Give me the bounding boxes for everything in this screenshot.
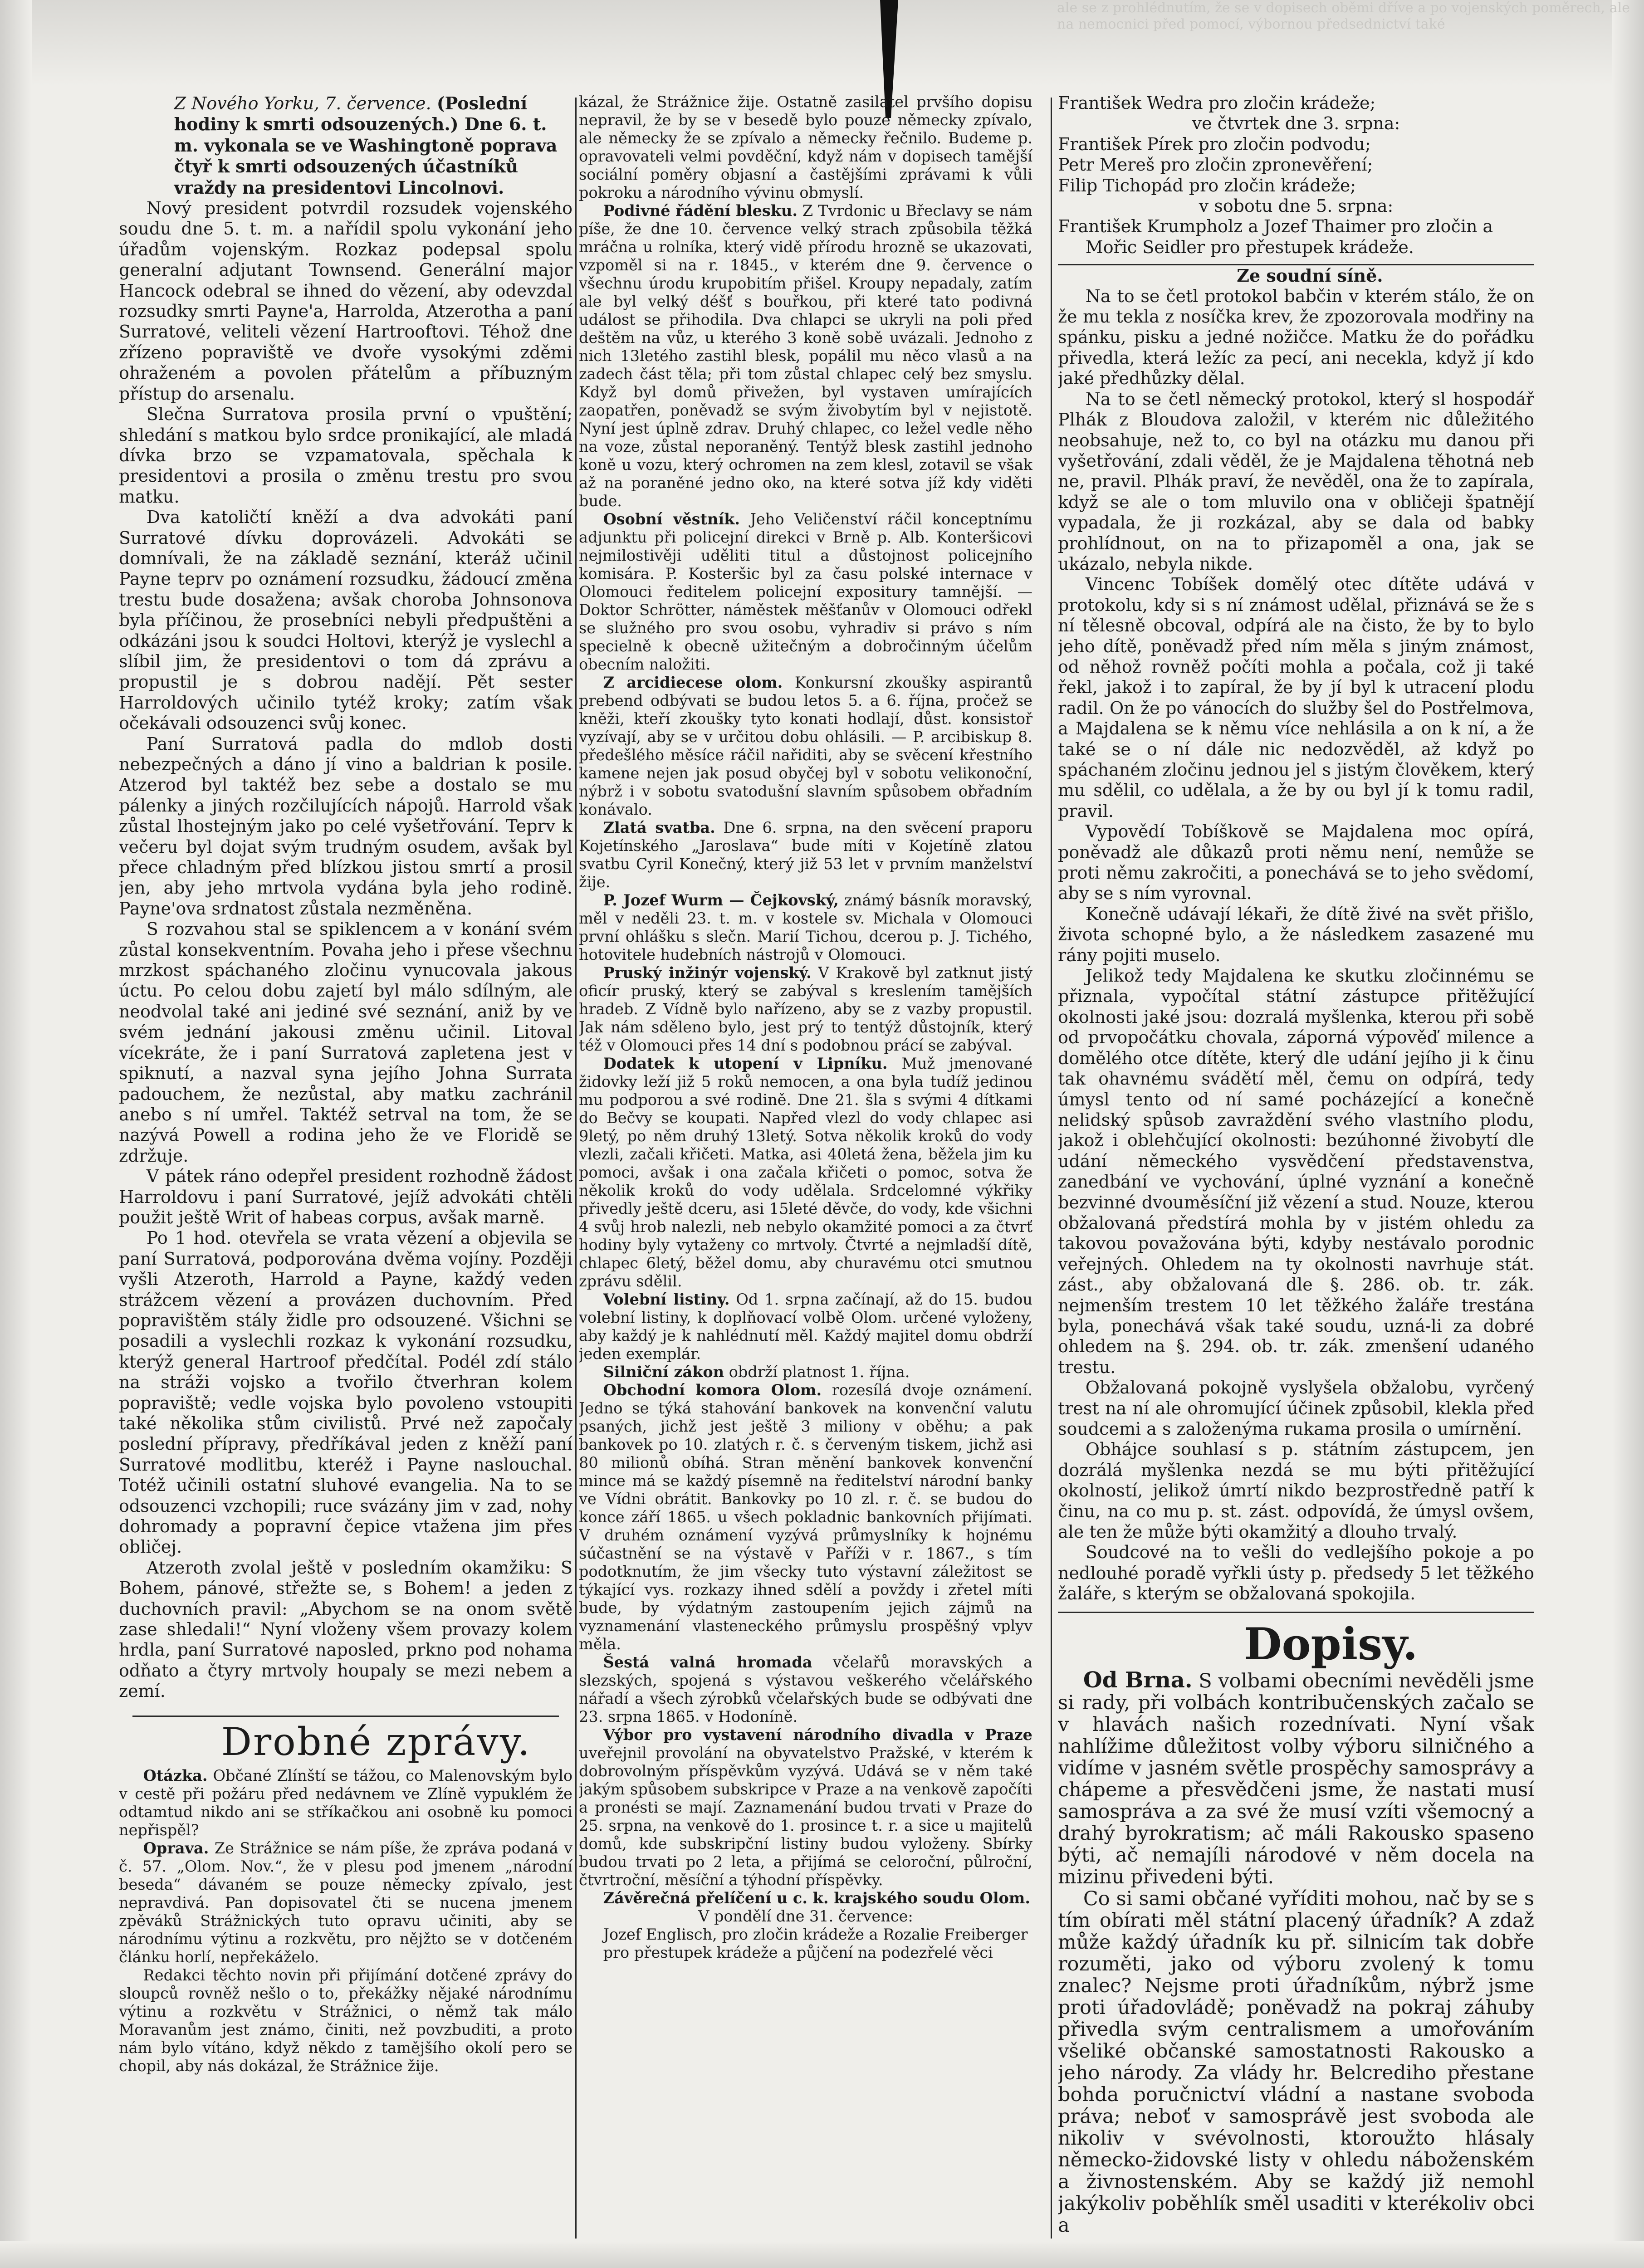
item-sesta-valna-hromada: Šestá valná hromada včelařů moravských a slezských, spojená s výstavou veškerého včelářského nářadí a všech zýrobků včelařských bude se odbývati dne 23. srpna 1865. v Hodoníně. — [579, 1653, 1032, 1725]
item-vybor-divadla: Výbor pro vystavení národního divadla v Praze uveřejnil provolání na obyvatelstvo Pražské, v kterém k dobrovolným příspěvkům vyzývá. Udává se v něm také jakým spůsobem subskripce v Praze a na venkově započíti a pronésti se mají. Zaznamenání budou trvati v Praze do 25. srpna, na venkově do 1. prosince t. r. a sice u majitelů domů, kde subskripční listiny budou vyloženy. Sbírky budou trvati po 2 leta, a přijímá se celoroční, půlroční, čtvrtroční, měsíční a týhodní příspěvky. — [579, 1726, 1032, 1889]
paragraph: Co si sami občané vyříditi mohou, nač by se s tím obírati měl státní placený úřadník? A zdaž může každý úřadník ku př. silnicím tak dobře rozuměti, jako od výboru zvolený k tomu znalec? Nejsme proti úřadníkům, nýbrž jsme proti úřadovládě; poněvadž na pokraj záhuby přivedla svým centralismem a umořováním všeliké občanské samostatnosti Rakousko a jeho národy. Za vlády hr. Belcrediho přestane bohda poručnictví vládní a nastane svoboda práva; neboť v samosprávě jest svoboda ale nikoliv v svévolnosti, ktoroužto hlásaly německo-židovské listy v ohledu náboženském a živnostenském. Aby se každý již nemohl jakýkoliv poběhlík směl usaditi v kterékoliv obci a — [1058, 1887, 1534, 2237]
paragraph: V pátek ráno odepřel president rozhodně žádost Harroldovu i paní Surratové, jejíž advokáti chtěli použit ještě Writ of habeas corpus, avšak marně. — [119, 1166, 572, 1227]
paragraph: Vypovědí Tobíškově se Majdalena moc opírá, poněvadž ale důkazů proti němu není, nemůže se proti němu zakročiti, a ponechává se to jeho svědomí, aby se s ním vyrovnal. — [1058, 821, 1534, 904]
paragraph: Dva katoličtí kněží a dva advokáti paní Surratové dívku doprovázeli. Advokáti se domnívali, že na základě seznání, kteráž učinil Payne teprv po oznámení rozsudku, žádoucí změna trestu bude dosažena; avšak choroba Johnsonova byla příčinou, že prosebníci nebyli předpuštěni a odkázáni jsou k soudci Holtovi, kterýž je vyslechl a slíbil jim, že presidentovi o tom dá zprávu a propustil je s dobrou nadějí. Pět sester Harroldových učinilo tytéž kroky; zatím však očekávali odsouzenci svůj konec. — [119, 507, 572, 733]
paragraph: Na to se četl protokol babčin v kterém stálo, že on že mu tekla z nosíčka krev, že zpozorovala modřiny na spánku, pisku a jedné nožičce. Matku že do pořádku přivedla, která ležíc za pecí, ani necekla, když jí kdo jaké předhůzky dělal. — [1058, 286, 1534, 389]
column-rule-1 — [575, 98, 577, 2239]
item-prusky-inzinyr: Pruský inžinýr vojenský. V Krakově byl zatknut jistý oficír pruský, který se zabýval s kreslením tamějších hradeb. Z Vídně bylo nařízeno, aby se z vazby propustil. Jak nám sděleno bylo, jest prý to tentýž důstojník, který též v Olomouci přes 14 dní s podobnou prácí se zabýval. — [579, 964, 1032, 1054]
item-wurm: P. Jozef Wurm — Čejkovský, známý básník moravský, měl v neděli 23. t. m. v kostele sv. Michala v Olomouci první ohlášku s slečn. Marií Tichou, dcerou p. J. Tichého, hotovitele hudebních nástrojů v Olomouci. — [579, 891, 1032, 963]
court-listing-line: František Wedra pro zločin krádeže; — [1058, 93, 1376, 113]
section-rule — [1058, 1612, 1534, 1613]
dateline: Z Nového Yorku, 7. července. — [174, 93, 431, 113]
page-right-edge — [1612, 0, 1644, 2268]
court-listing-line: František Pírek pro zločin podvodu; — [1058, 134, 1371, 154]
bleed-through-text: ale se z prohlédnutím, že se v dopisech oběmi dříve a po vojenských poměrech, ale na nemocnici před pomocí, výbornou předsednictví také — [1057, 0, 1630, 32]
item-redakce: Redakci těchto novin při přijímání dotčené zprávy do sloupců rovněž nešlo o to, překážky nějaké národnímu výtinu a rozkvětu v Strážnici, o němž tak málo Moravanům jest známo, činiti, než povzbuditi, a proto nám bylo vítáno, když někdo z tamějšího okolí pero se chopil, aby nás dokázal, že Strážnice žije. — [119, 1966, 572, 2075]
paragraph: Jelikož tedy Majdalena ke skutku zločinnému se přiznala, vypočítal státní zástupce přitěžující okolnosti jaké jsou: dozralá myšlenka, kterou při sobě od prvopočátku chovala, záporná výpověď milence a domělého otce dítěte, který dle udání jejího ji k činu tak ohavnému svádětí měl, čemu on odpírá, tedy úmysl tento od ní samé pocházející a konečně nelidský spůsob zavraždění svého vlastního plodu, jakož i oblehčující okolnosti: bezúhonné živobytí dle udání německého vysvědčení představenstva, zanedbání ve vychování, úplné vyznání a konečně bezvinné dvouměsíční již vězení a stud. Nouze, kterou obžalovaná předstírá mohla by v jistém ohledu za takovou považována býti, kdyby nestávalo porodnic veřejných. Ohledem na ty okolnosti navrhuje stát. zást., aby obžalovaná dle §. 286. ob. tr. zák. nejmenším trestem 10 let těžkého žaláře trestána byla, ponechává však také soudu, uzná-li za dobré ohledem na §. 294. ob. tr. zák. zmenšení udaného trestu. — [1058, 966, 1534, 1377]
paragraph: Nový president potvrdil rozsudek vojenského soudu dne 5. t. m. a nařídil spolu vykonání jeho úřadům vojenským. Rozkaz podepsal spolu generalní adjutant Townsend. Generální major Hancock odebral se ihned do vězení, aby odevzdal rozsudky smrti Payne'a, Harrolda, Atzerotha a paní Surratové, veliteli vězení Hartrooftovi. Téhož dne zřízeno popraviště ve dvoře vysokými zděmi ohraženém a povolen přátelům a příbuzným přístup do arsenalu. — [119, 198, 572, 404]
dopisy-body — [1058, 1669, 1534, 2236]
drobne-zpravy-body — [119, 1767, 572, 2075]
paragraph: S rozvahou stal se spiklencem a v konání svém zůstal konsekventním. Povaha jeho i přese všechnu mrzkost spáchaného zločinu vynucovala jakous úctu. Po celou dobu zajetí byl málo sdílným, ale neodvolal také ani jediné své seznání, aniž by ve svém jednání jakousi změnu učinil. Litoval vícekráte, že i paní Surratová zapletena jest v spiknutí, a nazval syna jejího Johna Surrata padouchem, že nezůstal, aby matku zachránil anebo s ní umřel. Taktéž setrval na tom, že se nazývá Powell a rodina jeho že ve Floridě se zdržuje. — [119, 919, 572, 1166]
item-arcidiecese: Z arcidiecese olom. Konkursní zkoušky aspirantů prebend odbývati se budou letos 5. a 6. října, pročež se kněži, kteří zkoušky tyto konati hodlají, důst. konsistoř vyzívají, aby se v určitou dobu ohlásili. — P. arcibiskup 8. předešlého měsíce ráčil nařiditi, aby se svěcení křestního kamene nejen jak posud obyčej byl v sobotu velikonoční, nýbrž i v sobotu svatodušní slavním spůsobem obřadním konávalo. — [579, 674, 1032, 818]
court-listing-line: Petr Mereš pro zločin zpronevěření; — [1058, 155, 1373, 175]
column-1 — [119, 93, 572, 2245]
item-podivne-radeni-blesku: Podivné řádění blesku. Z Tvrdonic u Břeclavy se nám píše, že dne 10. července velký strach způsobila těžká mráčna u rolníka, který vidě přírodu hrozně se ukazovati, vzpoměl si na r. 1845., v kterém dne 9. července o všechnu úrodu krupobitím přišel. Kroupy nepadaly, zatím ale byl velký déšť s bouřkou, při které tato podivná událost se přihodila. Dva chlapci se ukryli na poli před deštěm na vůz, u kterého 3 koně sobě uvázali. Jednoho z nich 13letého zastihl blesk, popálil mu něco vlasů a na zadech část těla; při tom zůstal chlapec celý bez smyslu. Když byl domů přivežen, byl vystaven umírajících zaopatřen, poněvadž se svým živobytím byl v nejistotě. Nyní jest úplně zdrav. Druhý chlapec, co ležel vedle něho na voze, zůstal neporaněný. Tentýž blesk zastihl jednoho koně u vozu, který ochromen na zem klesl, zotavil se však až na poraněné jedno oko, na které sotva jíž kdy viděti bude. — [579, 202, 1032, 510]
paragraph: Na to se četl německý protokol, který sl hospodář Plhák z Bloudova založil, v kterém nic důležitého neobsahuje, než to, co byl na otázku mu danou při vyšetřování, zdali věděl, že je Majdalena těhotná neb ne, pravil. Plhák praví, že nevěděl, ona že to zapírala, když se ale o tom mluvilo ona v obličeji špatnějí vypadala, že ji rozkázal, aby se dala od babky prohlídnout, on na to přizapoměl a ona, jak se ukázalo, nebyla nikde. — [1058, 389, 1534, 574]
item-zaverecna-prelicen: Závěrečná přelíčení u c. k. krajského soudu Olom. — [603, 1889, 1030, 1907]
item-volebni-listiny: Volební listiny. Od 1. srpna začínají, až do 15. budou volební listiny, k doplňovací volbě Olom. určené vyloženy, aby každý je k nahlédnutí měl. Každý majitel domu obdrží jeden exemplár. — [579, 1290, 1032, 1363]
section-title-dopisy: Dopisy. — [1244, 1618, 1418, 1670]
item-osobni-vestnik: Osobní věstník. Jeho Veličenství ráčil konceptnímu adjunktu při policejní direkci v Brně p. Alb. Konteršicovi nejmilostivěji uděliti titul a důstojnost policejního komisára. P. Kosteršic byl za času polské internace v Olomouci ředitelem policejní expositury tamnější. — Doktor Schrötter, náměstek měšťanův v Olomouci odřekl se služného pro svou osobu, vyhradiv si právo s ním specielně k obecně užitečným a dobročinným účelům obecním naložiti. — [579, 510, 1032, 673]
item-obchodni-komora: Obchodní komora Olom. rozesílá dvoje oznámení. Jedno se týká stahování bankovek na konvenční valutu psaných, jichž jest ještě 3 miliony v oběhu; a pak bankovek po 10. zlatých r. č. s červeným tiskem, jichž asi 80 milionů obíhá. Stran měnění bankovek konvenční mince má se každý písemně na ředitelství národní banky ve Vídni obrátit. Bankovky po 10 zl. r. č. se budou do konce září 1865. u všech pokladnic bankovních přijímati. V druhém oznámení vyzývá průmyslníky k hojnému súčastnění se na výstavě v Paříži v r. 1867., s tím podotknutím, že jim všecky tuto výstavní záležitost se týkající vys. rozkazy ihned sdělí a povždy i zřetel míti bude, by výdatným zastoupením jejich zájmů na vyznamenání vlasteneckého průmyslu prospěšný vplyv měla. — [579, 1381, 1032, 1653]
court-date: v sobotu dne 5. srpna: — [1199, 196, 1394, 216]
paragraph: Atzeroth zvolal ještě v posledním okamžiku: S Bohem, pánové, střežte se, s Bohem! a jeden z duchovních pravil: „Abychom se na onom světě zase shledali!“ Nyní vloženy všem provazy kolem hrdla, paní Surratové naposled, prkno pod nohama odňato a čtyry mrtvoly houpaly se mezi nebem a zemí. — [119, 1557, 572, 1701]
court-date: V pondělí dne 31. července: — [698, 1907, 913, 1925]
paragraph: Vincenc Tobíšek domělý otec dítěte udává v protokolu, kdy si s ní známost udělal, přiznává se že s ní tělesně obcoval, odpírá ale na čisto, že by to bylo jeho dítě, poněvadž před ním měla s jiným známost, od něhož rovněž počíti mohla a počala, což ji také řekl, jakož i to zapíral, že by jí byl k utracení plodu radil. On že po vánocích do služby šel do Postřelmova, a Majdalena se k němu více nehlásila a on k ní, a že také se o ní dále nic nedozvěděl, až když po spáchaném zločinu jednou jel s jistým člověkem, který mu sdělil, co udělala, a že by ou byl jí k tomu radil, pravil. — [1058, 574, 1534, 821]
item-silnicni-zakon: Silniční zákon obdrží platnost 1. října. — [603, 1363, 910, 1381]
column-2 — [579, 93, 1032, 2245]
paragraph: Soudcové na to vešli do vedlejšího pokoje a po nedlouhé poradě vyřkli ústy p. předsedy 5 let těžkého žaláře, s kterým se obžalovaná spokojila. — [1058, 1542, 1534, 1604]
column-3 — [1058, 93, 1534, 2245]
court-date: ve čtvrtek dne 3. srpna: — [1192, 113, 1400, 134]
court-listing-line: František Krumpholz a Jozef Thaimer pro zločin a Mořic Seidler pro přestupek krádeže. — [1058, 216, 1493, 257]
paragraph: Po 1 hod. otevřela se vrata vězení a objevila se paní Surratová, podporována dvěma vojíny. Později vyšli Atzeroth, Harrold a Payne, každý veden strážcem vězení a provázen duchovním. Před popravištěm stály židle pro odsouzené. Všichni se posadili a vyslechli rozkaz k vykonání rozsudku, kterýž general Hartroof předčítal. Podél zdí stálo na stráži vojsko a tvořilo čtverhran kolem popraviště; vedle vojska bylo povoleno vstoupiti také několika stům civilistů. Prvé než započaly poslední přípravy, předříkával jeden z kněží paní Surratové modlitbu, kteréž i Payne naslouchal. Totéž učinili ostatní sluhové evangelia. Na to se odsouzenci vzchopili; ruce svázány jim v zad, nohy dohromady a popravní čepice vtažena jim přes obličej. — [119, 1228, 572, 1557]
paragraph: Paní Surratová padla do mdlob dosti nebezpečných a dáno jí vino a baldrian k posile. Atzerod byl taktéž bez sebe a dostalo se mu pálenky a jiných rozčilujících nápojů. Harrold však zůstal lhostejným jako po celé vyšetřování. Teprv k večeru byl dojat svým trudným osudem, avšak byl přece chladným před blízkou jistou smrtí a prosil jen, aby jeho mrtvola vydána byla jeho rodině. Payne'ova srdnatost zůstala nezměněna. — [119, 733, 572, 919]
item-oprava: Oprava. Ze Strážnice se nám píše, že zpráva podaná v č. 57. „Olom. Nov.“, že v plesu pod jmenem „národní beseda“ dávaném se pouze německy zpívalo, jest nepravdivá. Pan dopisovatel čti se nucena jmenem zpěváků Strážnických tuto opravu učiniti, aby se národnímu výtinu a rozkvětu, pro nějžto se v dotčeném článku horlí, nepřekáželo. — [119, 1839, 572, 1966]
court-listing-line: Filip Tichopád pro zločin krádeže; — [1058, 175, 1356, 196]
article-new-york: Z Nového Yorku, 7. července. (Poslední hodiny k smrti odsouzených.) Dne 6. t. m. vykonala se ve Washingtoně poprava čtyř k smrti odsouzených účastníků vraždy na presidentovi Lincolnovi. — [174, 93, 558, 198]
item-otazka: Otázka. Občané Zlínští se tážou, co Malenovským bylo v cestě při požáru před nedávnem ve Zlíně vypuklém že odtamtud nikdo ani se stříkačkou ani osobně ku pomoci nepřispěl? — [119, 1766, 572, 1839]
paragraph: Konečně udávají lékaři, že dítě živé na svět přišlo, života schopné bylo, a že následkem zasazené mu rány pojiti muselo. — [1058, 904, 1534, 965]
section-title-ze-soudni-sine: Ze soudní síně. — [1237, 265, 1383, 286]
page-left-edge — [0, 0, 32, 2268]
column-rule-2 — [1051, 98, 1052, 2239]
court-listing: Jozef Englisch, pro zločin krádeže a Rozalie Freiberger pro přestupek krádeže a půjčení na podezřelé věci — [603, 1926, 1028, 1961]
paragraph: Obžalovaná pokojně vyslyšela obžalobu, vyrčený trest na ní ale ohromující účinek způsobil, klekla před soudcemi a s založenýma rukama prosila o umírnění. — [1058, 1378, 1534, 1439]
paragraph-continued: kázal, že Strážnice žije. Ostatně zasilatel prvšího dopisu nepravil, že by se v besedě bylo pouze německy zpívalo, ale německy že se zpívalo a německy řečnilo. Budeme p. opravovateli velmi povděční, když nám v dopisech tamější sociální poměry objasní a častějšími zprávami k vůli pokroku a národního vývinu obmyslí. — [579, 93, 1032, 201]
item-zlata-svatba: Zlatá svatba. Dne 6. srpna, na den svěcení praporu Kojetínského „Jaroslava“ bude míti v Kojetíně zlatou svatbu Cyril Konečný, který již 53 let v prvním manželství žije. — [579, 819, 1032, 891]
item-dodatek-lipnik: Dodatek k utopení v Lipníku. Muž jmenované židovky leží již 5 roků nemocen, a ona byla tudíž jedinou mu podporou a své rodině. Dne 21. šla s svými 4 dítkami do Bečvy se koupati. Napřed vlezl do vody chlapec asi 9letý, po něm druhý 13letý. Sotva několik kroků do vody vlezli, začali křičeti. Matka, asi 40letá žena, běžela jim ku pomoci, avšak i ona začala křičeti o pomoc, sotva že několik kroků do vody udělala. Srdcelomné výkřiky přivedly ještě dceru, asi 15leté děvče, do vody, kde všichni 4 svůj hrob nalezli, neb nebylo okamžité pomoci a za čtvrť hodiny byly vytaženy co mrtvoly. Čtvrté a nejmladší dítě, chlapec 6letý, běžel domu, aby churavému otci smutnou zprávu sdělil. — [579, 1055, 1032, 1290]
section-title-drobne-zpravy: Drobné zprávy. — [221, 1719, 531, 1764]
paragraph: Obhájce souhlasí s p. státním zástupcem, jen dozrálá myšlenka nezdá se mu býti přitěžující okolností, jelikož úmrtí nikdo bezprostředně patří k činu, na co mu p. st. zást. odpovídá, že úmysl ovšem, ale ten že může býti okamžitý a dlouho trvalý. — [1058, 1439, 1534, 1542]
paragraph: Slečna Surratova prosila první o vpuštění; shledání s matkou bylo srdce pronikající, ale mladá dívka brzo se vzpamatovala, spěchala k presidentovi a prosila o změnu trestu pro svou matku. — [119, 404, 572, 507]
letter-od-brna: Od Brna. S volbami obecními nevěděli jsme si rady, při volbách kontribučenských začalo se v hlavách našich rozednívati. Nyní však nahlížime důležitost volby výboru silničného a vidíme v jasném světle prospěchy samosprávy a chápeme a přesvědčeni jsme, že nastati musí samospráva a za své že musí vzíti všemocný a drahý byrokratism; ač máli Rakousko spaseno býti, ač nemajíli národové v něm docela na mizinu přivedeni býti. — [1058, 1667, 1534, 1888]
